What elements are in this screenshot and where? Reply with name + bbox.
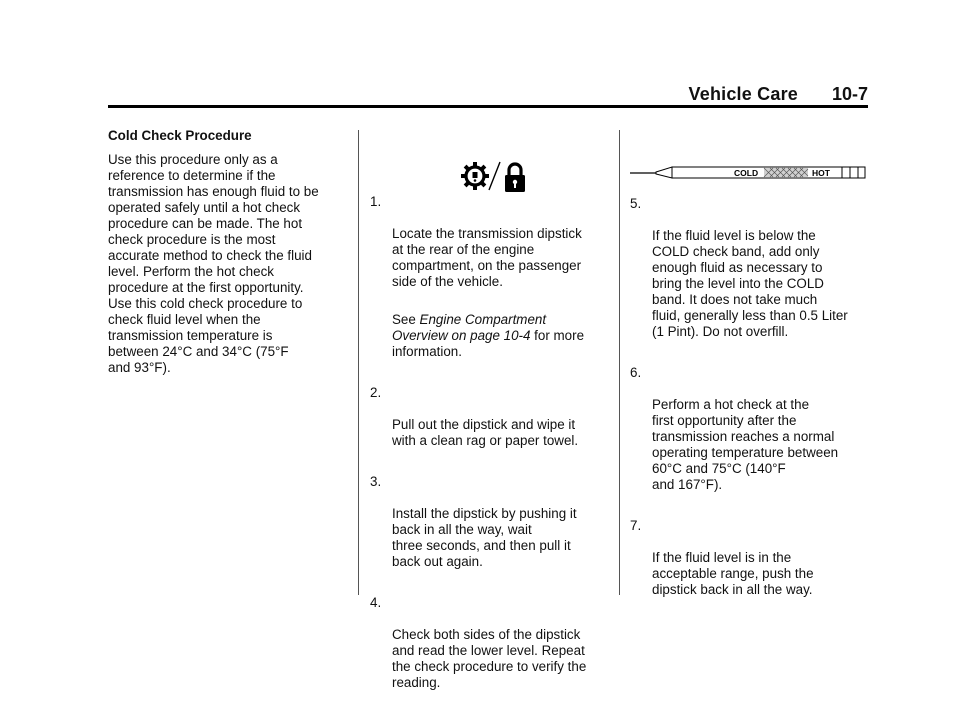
- step-text: Pull out the dipstick and wipe it with a clean rag or paper towel.: [392, 417, 579, 448]
- hot-label: HOT: [812, 168, 830, 178]
- header-rule: [108, 105, 868, 108]
- step-5: [630, 196, 870, 356]
- cold-check-body: Use this procedure only as a reference to determine if the transmission has enough fluid to be operated safely until a hot check procedure can be made. The hot check procedure is the most accurate method to check the fluid level. Perform the hot check procedure at the first opportunity. Use this cold check procedure to check fluid level when the transmission temperature is between 24°C and 34°C (75°F and 93°F).: [108, 152, 319, 375]
- step-number: 7.: [630, 518, 642, 533]
- cold-label: COLD: [734, 168, 759, 178]
- step-7: [630, 518, 870, 614]
- slash-icon: [489, 162, 500, 190]
- step-3: [370, 474, 610, 586]
- column-divider-right: [619, 130, 620, 595]
- step-1: [370, 194, 610, 376]
- step-text: Install the dipstick by pushing it back in all the way, wait three seconds, and then pull it back out again.: [392, 506, 577, 569]
- column-middle: [370, 128, 610, 716]
- step-number: 4.: [370, 595, 382, 610]
- lock-icon: [505, 164, 525, 192]
- column-left: [108, 128, 348, 376]
- page-header: [108, 84, 868, 106]
- step-number: 6.: [630, 365, 642, 380]
- dipstick-illustration: [630, 128, 870, 196]
- see-prefix: See: [392, 312, 420, 327]
- step-text: Locate the transmission dipstick at the rear of the engine compartment, on the passenger side of the vehicle.: [392, 226, 582, 289]
- step-number: 5.: [630, 196, 642, 211]
- step-number: 3.: [370, 474, 382, 489]
- column-right: [630, 128, 870, 623]
- service-icons: [370, 128, 610, 194]
- see-reference: [392, 312, 610, 360]
- step-text: If the fluid level is in the acceptable range, push the dipstick back in all the way.: [652, 550, 814, 597]
- service-gear-icon: [461, 162, 489, 190]
- cross-reference-link[interactable]: Engine Compartment Overview on page 10-4: [392, 312, 547, 343]
- step-2: [370, 385, 610, 465]
- dipstick-icon: [630, 164, 866, 180]
- page-number: 10-7: [831, 84, 868, 104]
- step-text: Perform a hot check at the first opportunity after the transmission reaches a normal operating temperature between 60°C and 75°C (140°F and 167°F).: [652, 397, 839, 492]
- step-text: If the fluid level is below the COLD check band, add only enough fluid as necessary to bring the level into the COLD band. It does not take much fluid, generally less than 0.5 Liter (1 Pint). Do not overfill.: [652, 228, 848, 339]
- step-text: Check both sides of the dipstick and read the lower level. Repeat the check procedure to verify the reading.: [392, 627, 587, 690]
- see-suffix: for more information.: [392, 328, 585, 359]
- cold-check-heading: Cold Check Procedure: [108, 128, 252, 143]
- step-4: [370, 595, 610, 707]
- step-number: 2.: [370, 385, 382, 400]
- section-title: Vehicle Care: [688, 84, 798, 104]
- column-divider-left: [358, 130, 359, 595]
- step-6: [630, 365, 870, 509]
- step-number: 1.: [370, 194, 382, 209]
- service-lock-symbol: [430, 158, 550, 194]
